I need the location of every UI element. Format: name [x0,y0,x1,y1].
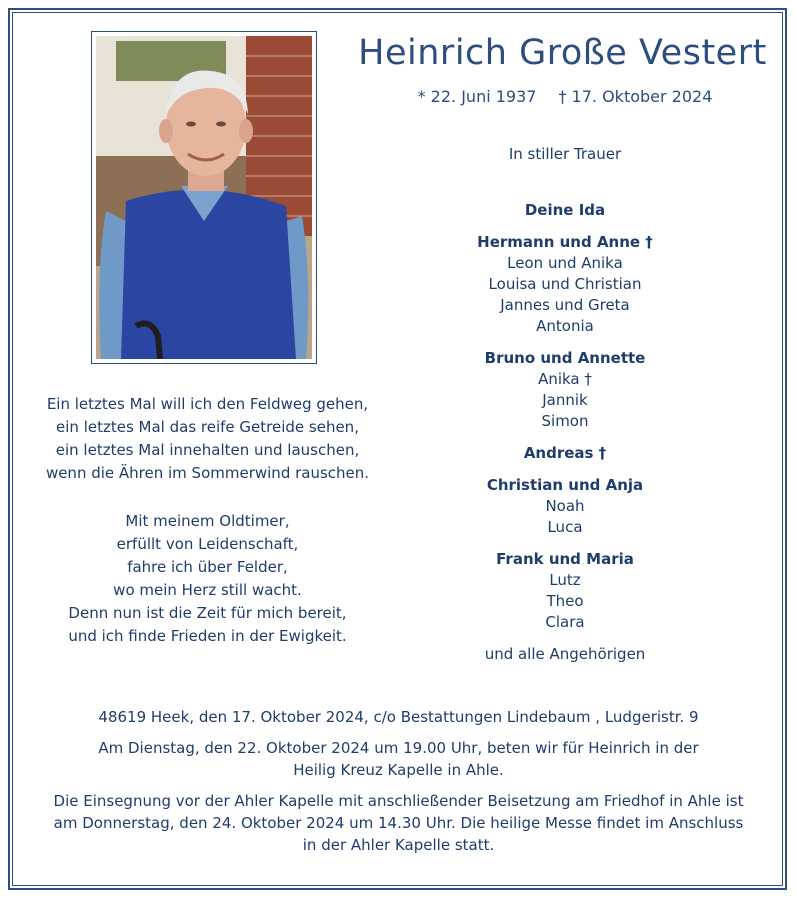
family-member: Simon [541,412,589,430]
family-list [430,200,700,665]
poem-stanza [30,510,385,648]
life-dates [360,87,770,106]
family-group [430,443,700,464]
poem-line: wenn die Ähren im Sommerwind rauschen. [45,464,370,482]
family-member: Lutz [549,571,581,589]
family-group-head: Christian und Anja [486,476,644,494]
poem-line: und ich finde Frieden in der Ewigkeit. [68,627,347,645]
family-member: Louisa und Christian [488,275,642,293]
family-member: Leon und Anika [507,254,623,272]
family-group-head: Deine Ida [524,201,606,219]
address-line: 48619 Heek, den 17. Oktober 2024, c/o Bestattungen Lindebaum , Ludgeristr. 9 [98,708,699,726]
family-member: Luca [547,518,583,536]
death-date: † 17. Oktober 2024 [558,87,713,106]
birth-date: * 22. Juni 1937 [417,87,537,106]
family-group [430,475,700,538]
family-member: Jannes und Greta [500,296,630,314]
portrait-frame [91,31,317,364]
family-group-head: Hermann und Anne † [477,233,653,251]
poem-line: ein letztes Mal innehalten und lauschen, [55,441,360,459]
family-group [430,232,700,337]
family-closing: und alle Angehörigen [484,645,646,663]
family-group-head: Frank und Maria [496,550,634,568]
family-member: Theo [546,592,584,610]
poem [30,393,385,673]
poem-stanza [30,393,385,485]
family-member: Anika † [538,370,592,388]
family-group [430,348,700,432]
poem-line: fahre ich über Felder, [127,558,288,576]
family-member: Antonia [536,317,594,335]
prayer-line: Heilig Kreuz Kapelle in Ahle. [293,761,504,779]
poem-line: Mit meinem Oldtimer, [125,512,290,530]
burial-notice [35,790,762,856]
poem-line: wo mein Herz still wacht. [113,581,302,599]
deceased-name: Heinrich Große Vestert [358,33,767,73]
poem-line: erfüllt von Leidenschaft, [116,535,299,553]
poem-line: Denn nun ist die Zeit für mich bereit, [68,604,347,622]
poem-line: Ein letztes Mal will ich den Feldweg gehen, [46,395,369,413]
prayer-notice [35,737,762,781]
burial-line: am Donnerstag, den 24. Oktober 2024 um 14.30 Uhr. Die heilige Messe findet im Anschluss [53,814,744,832]
service-details [35,706,762,865]
family-group-head: Andreas † [523,444,607,462]
prayer-line: Am Dienstag, den 22. Oktober 2024 um 19.00 Uhr, beten wir für Heinrich in der [98,739,699,757]
portrait-photo [96,36,312,359]
family-member: Jannik [542,391,588,409]
poem-line: ein letztes Mal das reife Getreide sehen, [56,418,359,436]
mourning-intro: In stiller Trauer [508,145,622,163]
burial-line: in der Ahler Kapelle statt. [302,836,495,854]
family-member: Noah [545,497,585,515]
family-group [430,200,700,221]
burial-line: Die Einsegnung vor der Ahler Kapelle mit anschließender Beisetzung am Friedhof in Ahle ist [53,792,744,810]
family-member: Clara [545,613,585,631]
family-group [430,549,700,633]
family-group-head: Bruno und Annette [484,349,646,367]
